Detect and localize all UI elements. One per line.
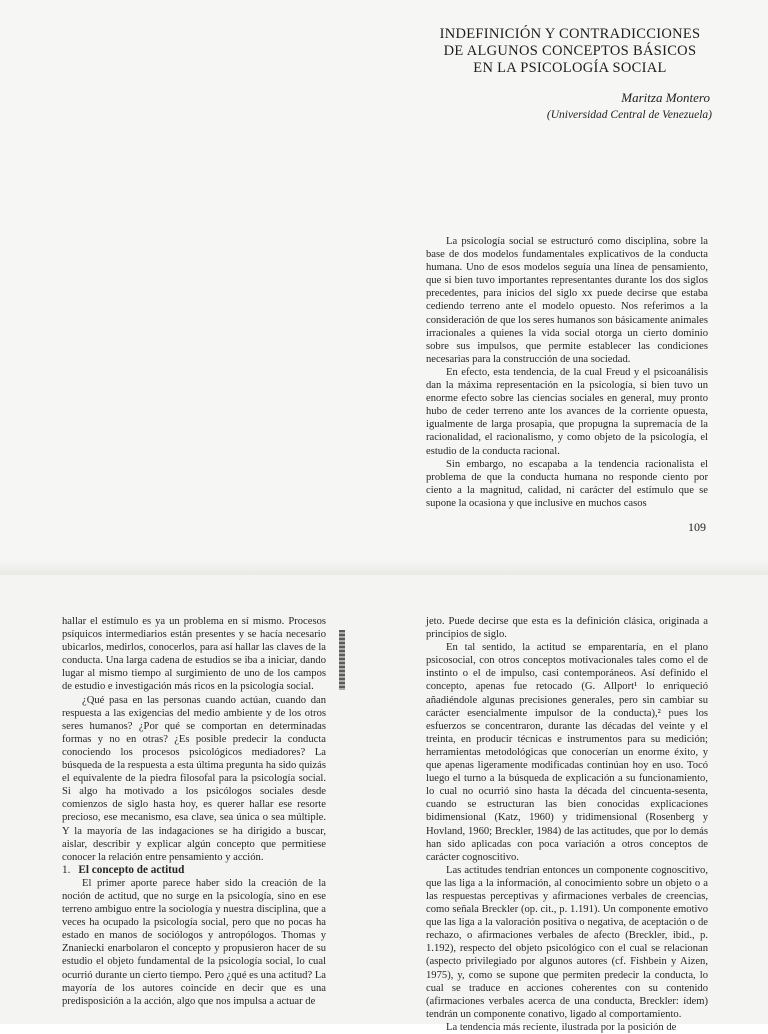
page-number: 109 xyxy=(688,520,706,534)
paragraph: En tal sentido, la actitud se emparentaría, en el plano psicosocial, con otros conceptos motivacionales tales como el de instinto o el de impulso, casi contemporáneos. Así definido el concepto, apenas fue retocado (G. Allport¹ lo enriqueció añadiéndole algunas precisiones generales, pero sin cambiar su carácter esencialmente impulsor de la conducta),² pues los esfuerzos se concentraron, durante las décadas del veinte y el treinta, en producir técnicas e instrumentos para su medición; herramientas metodológicas que conocerían un enorme éxito, y que apenas ligeramente modificadas continúan hoy en uso. Tocó luego el turno a la búsqueda de explicación a su funcionamiento, lo cual no ocurrió sino hasta la década del cincuenta-sesenta, cuando se estructuran las bien conocidas explicaciones bidimensional (Katz, 1960) y tridimensional (Rosenberg y Hovland, 1960; Breckler, 1984) de las actitudes, que por lo demás han sido aplicadas con poca variación a otros conceptos de carácter cognoscitivo. xyxy=(426,642,708,863)
author-affiliation: (Universidad Central de Venezuela) xyxy=(546,109,712,121)
left-column xyxy=(62,615,326,1008)
paragraph: La tendencia más reciente, ilustrada por la posición de xyxy=(446,1021,677,1033)
article-title xyxy=(420,26,720,77)
section-number: 1. xyxy=(62,863,71,876)
title-line: INDEFINICIÓN Y CONTRADICCIONES xyxy=(439,26,701,42)
title-line: DE ALGUNOS CONCEPTOS BÁSICOS xyxy=(443,43,697,59)
paragraph: En efecto, esta tendencia, de la cual Freud y el psicoanálisis dan la máxima representación en la psicología, si bien tuvo un enorme efecto sobre las ciencias sociales en general, muy pronto hubo de ceder terreno ante los avances de la corriente opuesta, igualmente de larga prosapia, que propugna la supremacía de la racionalidad, el racionalismo, y como objeto de la psicología, el estudio de la conducta racional. xyxy=(426,366,708,457)
paragraph: Sin embargo, no escapaba a la tendencia racionalista el problema de que la conducta humana no responde ciento por ciento a la magnitud, calidad, ni carácter del estímulo que se supone la ocasiona y que inclusive en muchos casos xyxy=(426,458,708,509)
section-heading xyxy=(62,864,326,877)
paragraph: La psicología social se estructuró como disciplina, sobre la base de dos modelos fundamentales explicativos de la conducta humana. Uno de esos modelos seguía una línea de pensamiento, que si bien tuvo importantes representantes durante los dos siglos precedentes, para inicios del siglo xx puede decirse que estaba cediendo terreno ante el modelo opuesto. Nos referimos a la consideración de que los seres humanos son básicamente animales irracionales a quienes la vida social otorga un cierto dominio sobre sus impulsos, que permite establecer las condiciones necesarias para la construcción de una sociedad. xyxy=(426,236,708,365)
paragraph: Las actitudes tendrían entonces un componente cognoscitivo, que las liga a la información, al conocimiento sobre un objeto o a las respuestas perceptivas y afirmaciones verbales de creencias, como señala Breckler (op. cit., p. 1.191). Un componente emotivo que las liga a la valoración positiva o negativa, de aceptación o de rechazo, o afirmaciones verbales de afecto (Breckler, ibid., p. 1.192), respecto del objeto psicológico con el cual se relacionan (aspecto privilegiado por algunos autores (cf. Fishbein y Aizen, 1975), y, como se supone que permiten predecir la conducta, lo cual se traduce en acciones coherentes con su contenido (afirmaciones verbales acerca de una conducta, Breckler: ídem) tendrán un componente conativo, ligado al comportamiento. xyxy=(426,864,708,1020)
section-title: El concepto de actitud xyxy=(78,863,185,876)
author-name: Maritza Montero xyxy=(621,90,710,105)
paragraph: ¿Qué pasa en las personas cuando actúan, cuando dan respuesta a las exigencias del medio ambiente y de los otros seres humanos? ¿Por qué se comportan en determinadas formas y no en otras? ¿Es posible predecir la conducta conociendo los procesos psicológicos mediadores? La búsqueda de la respuesta a esta última pregunta ha sido quizás el equivalente de la piedra filosofal para la psicología social. Si algo ha motivado a los psicólogos sociales desde comienzos de siglo hasta hoy, es querer hallar ese resorte precioso, ese mecanismo, esa clave, sea única o sea múltiple. Y la mayoría de las indagaciones se ha dirigido a buscar, aislar, describir y explicar algún concepto que permitiese conocer la relación entre pensamiento y acción. xyxy=(62,694,326,863)
paragraph: hallar el estímulo es ya un problema en sí mismo. Procesos psíquicos intermediarios están presentes y se hacía necesario ubicarlos, medirlos, conocerlos, para así hallar las claves de la conducta. Una larga cadena de estudios se iba a iniciar, dando lugar al mismo tiempo al surgimiento de uno de los campos de estudio e investigación más ricos en la psicología social. xyxy=(62,616,326,693)
book-binding xyxy=(339,630,345,690)
intro-column xyxy=(426,235,708,510)
right-column xyxy=(426,615,708,1034)
title-line: EN LA PSICOLOGÍA SOCIAL xyxy=(473,60,667,76)
paragraph: jeto. Puede decirse que esta es la definición clásica, originada a principios de siglo. xyxy=(426,616,708,641)
paragraph: El primer aporte parece haber sido la creación de la noción de actitud, que no surge en la psicología, sino en ese terreno ambiguo entre la sociología y nuestra disciplina, que a veces ha ocupado la psicología social, pero que no pocas ha estado en manos de sociólogos y antropólogos. Thomas y Znaniecki enarbolaron el concepto y propusieron hacer de su estudio el objeto fundamental de la psicología social, lo cual ocurrió durante un cierto tiempo. Pero ¿qué es una actitud? La mayoría de los autores coincide en decir que es una predisposición a la acción, algo que nos impulsa a actuar de xyxy=(62,877,326,1007)
